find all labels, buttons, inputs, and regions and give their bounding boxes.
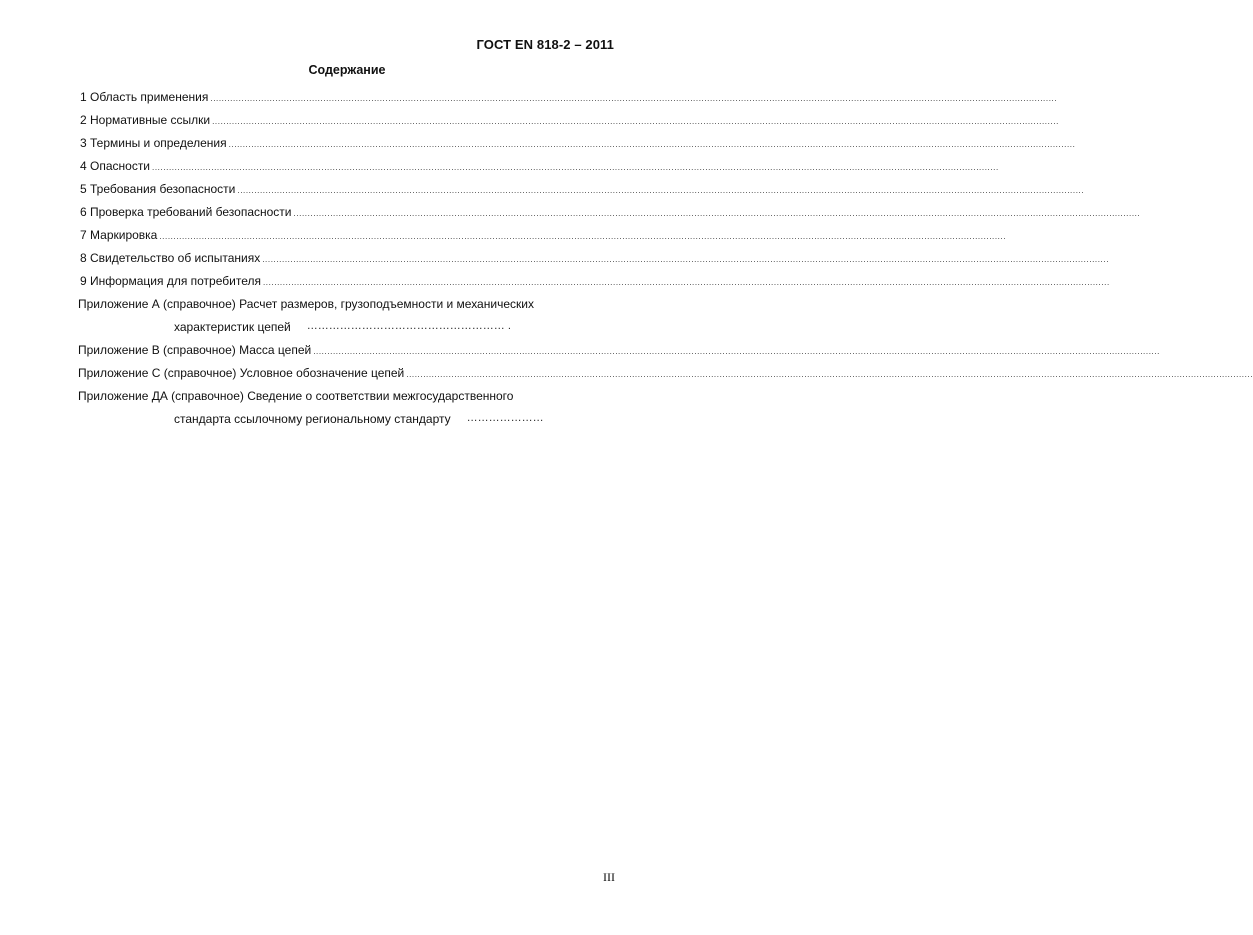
dot-leader: ............................................................................................................................................................................................................................................................................................................ — [159, 231, 1007, 241]
toc-entry-label: 4 Опасности — [80, 158, 151, 173]
toc-entry-label: 1 Область применения — [80, 89, 209, 104]
toc-entry-appendix-da[interactable] — [78, 384, 600, 407]
toc-entry-label: Приложение А (справочное) Расчет размеров, грузоподъемности и механических — [78, 296, 534, 311]
toc-entry-label: Приложение В (справочное) Масса цепей — [78, 342, 312, 357]
dot-leader: ............................................................................................................................................................................................................................................................................................................ — [293, 208, 1141, 218]
toc-entry-label: 2 Нормативные ссылки — [80, 112, 211, 127]
toc-entry-appendix-da-continued[interactable] — [78, 407, 600, 430]
dot-leader: ............................................................................................................................................................................................................................................................................................................ — [210, 93, 1058, 103]
toc-title: Содержание — [308, 63, 386, 77]
dot-leader: ............................................................................................................................................................................................................................................................................................................ — [228, 139, 1076, 149]
toc-entry[interactable] — [78, 269, 1110, 292]
toc-entry[interactable] — [78, 85, 1058, 108]
toc-entry-label: Приложение С (справочное) Условное обозначение цепей — [78, 365, 405, 380]
toc-entry[interactable] — [78, 246, 1110, 269]
toc-entry[interactable] — [78, 154, 999, 177]
dot-leader: ............................................................................................................................................................................................................................................................................................................ — [313, 346, 1160, 356]
toc-entry[interactable] — [78, 200, 1141, 223]
dot-leader: ............................................................................................................................................................................................................................................................................................................ — [152, 162, 999, 172]
page-number: III — [603, 870, 615, 884]
table-of-contents — [78, 85, 1253, 430]
toc-entry-label: стандарта ссылочному региональному стандарту — [174, 411, 451, 426]
toc-entry-appendix-c[interactable] — [78, 361, 1253, 384]
dot-leader: ............................................................................................................................................................................................................................................................................................................ — [406, 369, 1253, 379]
dot-leader: ............................................................................................................................................................................................................................................................................................................ — [262, 254, 1110, 264]
dot-leader: ............................................................................................................................................................................................................................................................................................................ — [262, 277, 1110, 287]
toc-entry[interactable] — [78, 223, 1007, 246]
dot-leader: ............................................................................................................................................................................................................................................................................................................ — [237, 185, 1085, 195]
toc-entry-label: 3 Термины и определения — [80, 135, 227, 150]
document-header: ГОСТ EN 818-2 – 2011 — [476, 37, 614, 52]
toc-entry[interactable] — [78, 108, 1059, 131]
toc-entry-label: 6 Проверка требований безопасности — [80, 204, 292, 219]
dot-leader: ……………………………………………… . — [306, 320, 511, 332]
toc-entry-label: 9 Информация для потребителя — [80, 273, 261, 288]
toc-entry-label: 8 Свидетельство об испытаниях — [80, 250, 261, 265]
dot-leader: ............................................................................................................................................................................................................................................................................................................ — [212, 116, 1059, 126]
toc-entry-appendix-b[interactable] — [78, 338, 1160, 361]
toc-entry-label: 5 Требования безопасности — [80, 181, 236, 196]
toc-entry[interactable] — [78, 177, 1085, 200]
toc-entry-appendix-a[interactable] — [78, 292, 600, 315]
toc-entry-appendix-a-continued[interactable] — [78, 315, 600, 338]
dot-leader: ………………… — [466, 412, 544, 424]
toc-entry-label: характеристик цепей — [174, 319, 291, 334]
toc-entry[interactable] — [78, 131, 1076, 154]
toc-entry-label: 7 Маркировка — [80, 227, 158, 242]
toc-entry-label: Приложение ДА (справочное) Сведение о соответствии межгосударственного — [78, 388, 514, 403]
